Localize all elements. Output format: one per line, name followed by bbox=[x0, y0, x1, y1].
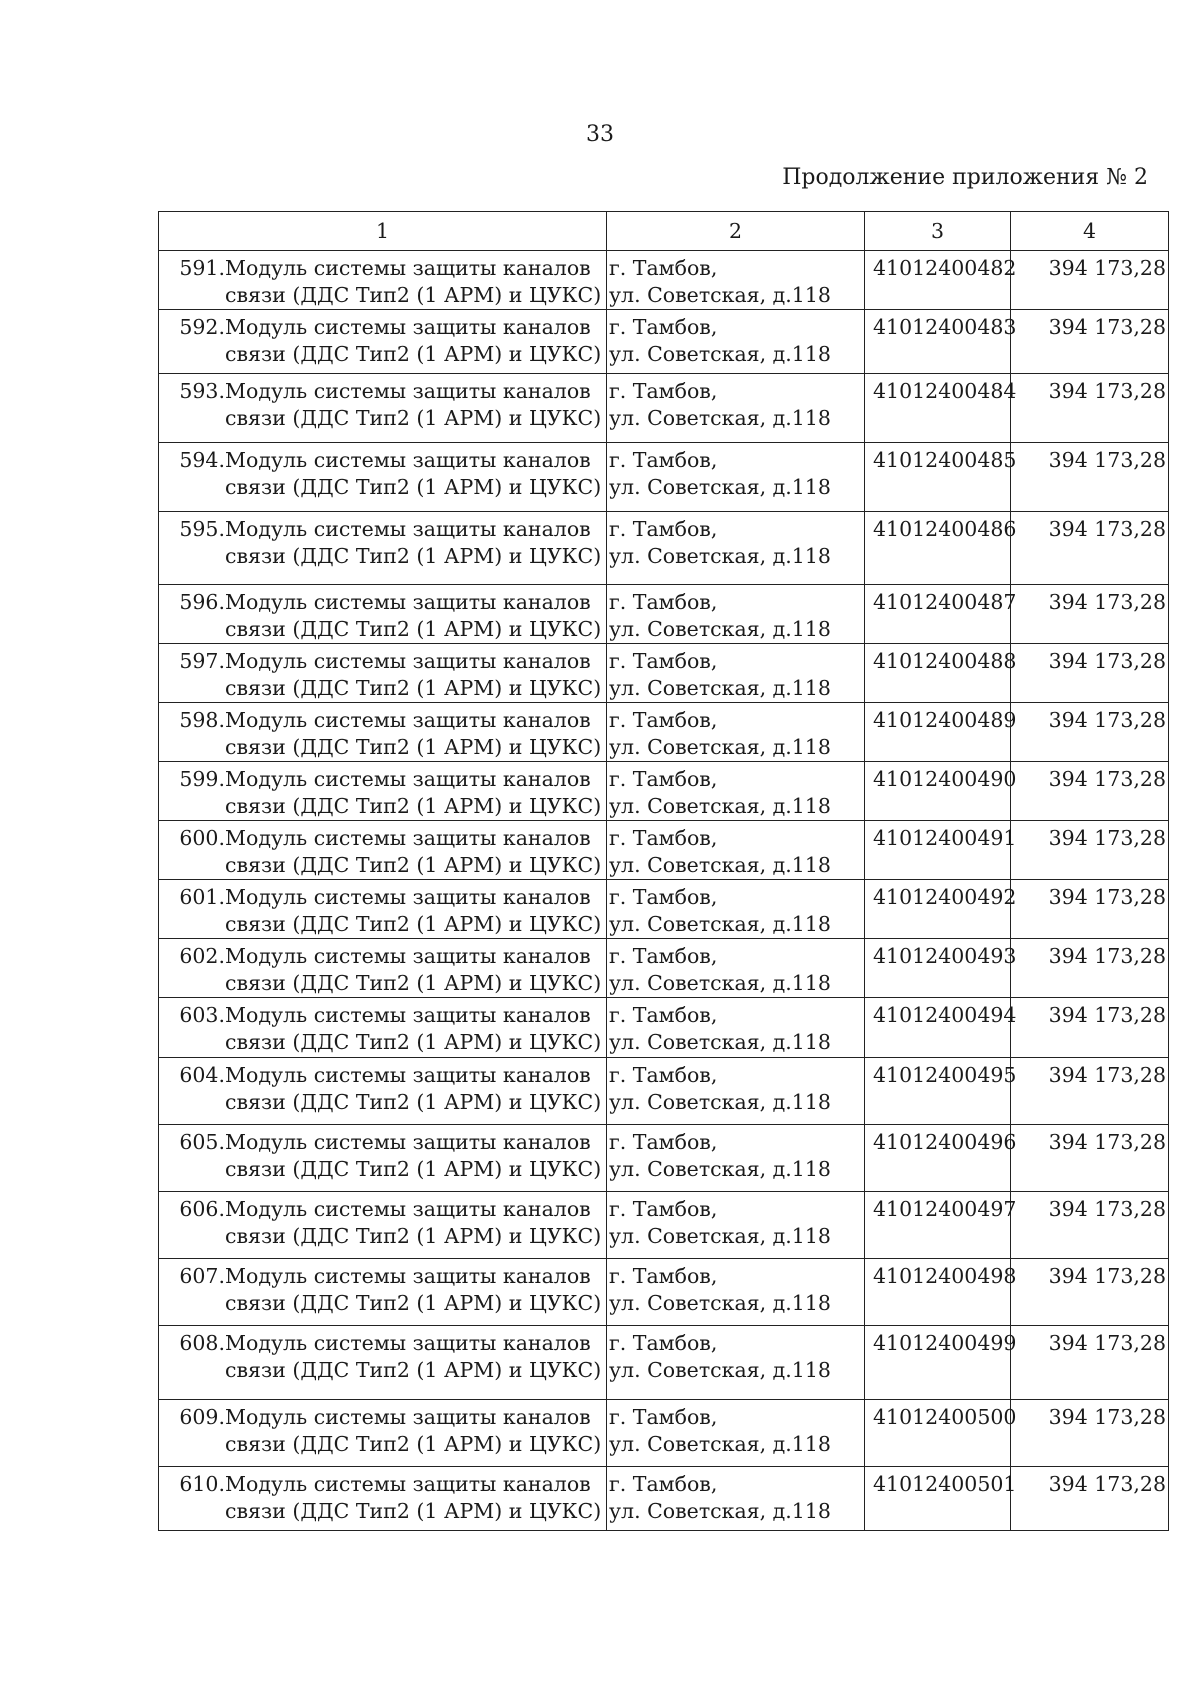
item-name: Модуль системы защиты каналов связи (ДДС Тип2 (1 АРМ) и ЦУКС) bbox=[225, 448, 602, 499]
address-cell bbox=[607, 1467, 865, 1531]
item-name: Модуль системы защиты каналов связи (ДДС Тип2 (1 АРМ) и ЦУКС) bbox=[225, 1130, 602, 1181]
address-city: г. Тамбов, bbox=[609, 590, 718, 614]
value-cell bbox=[1011, 251, 1169, 310]
item-value: 394 173,28 bbox=[1048, 1331, 1166, 1355]
inventory-code: 41012400487 bbox=[873, 590, 1017, 614]
inventory-code-cell bbox=[865, 998, 1017, 1058]
value-cell bbox=[1011, 998, 1169, 1058]
inventory-code: 41012400499 bbox=[873, 1331, 1017, 1355]
inventory-code-cell bbox=[865, 880, 1017, 939]
table-row bbox=[159, 644, 1169, 703]
item-number: 591. bbox=[179, 256, 225, 280]
address-street: ул. Советская, д.118 bbox=[609, 342, 831, 366]
inventory-code: 41012400483 bbox=[873, 315, 1017, 339]
property-table bbox=[158, 211, 1169, 1531]
item-number: 596. bbox=[179, 590, 225, 614]
item-number: 593. bbox=[179, 379, 225, 403]
inventory-code-cell bbox=[865, 443, 1017, 512]
address-city: г. Тамбов, bbox=[609, 1264, 718, 1288]
value-cell bbox=[1011, 374, 1169, 443]
address-cell bbox=[607, 443, 865, 512]
address-cell bbox=[607, 585, 865, 644]
address-city: г. Тамбов, bbox=[609, 1331, 718, 1355]
inventory-code: 41012400482 bbox=[873, 256, 1017, 280]
item-number: 597. bbox=[179, 649, 225, 673]
value-cell bbox=[1011, 512, 1169, 585]
item-name: Модуль системы защиты каналов связи (ДДС Тип2 (1 АРМ) и ЦУКС) bbox=[225, 315, 602, 366]
inventory-code-cell bbox=[865, 1259, 1017, 1326]
table-row bbox=[159, 1400, 1169, 1467]
value-cell bbox=[1011, 1192, 1169, 1259]
address-street: ул. Советская, д.118 bbox=[609, 1224, 831, 1248]
address-cell bbox=[607, 512, 865, 585]
address-city: г. Тамбов, bbox=[609, 944, 718, 968]
value-cell bbox=[1011, 1259, 1169, 1326]
inventory-code-cell bbox=[865, 310, 1017, 374]
value-cell bbox=[1011, 880, 1169, 939]
table-row bbox=[159, 880, 1169, 939]
item-cell bbox=[159, 585, 607, 644]
address-street: ул. Советская, д.118 bbox=[609, 735, 831, 759]
address-city: г. Тамбов, bbox=[609, 379, 718, 403]
item-name: Модуль системы защиты каналов связи (ДДС Тип2 (1 АРМ) и ЦУКС) bbox=[225, 649, 602, 700]
address-city: г. Тамбов, bbox=[609, 256, 718, 280]
value-cell bbox=[1011, 644, 1169, 703]
item-name: Модуль системы защиты каналов связи (ДДС Тип2 (1 АРМ) и ЦУКС) bbox=[225, 885, 602, 936]
item-number: 601. bbox=[179, 885, 225, 909]
item-name: Модуль системы защиты каналов связи (ДДС Тип2 (1 АРМ) и ЦУКС) bbox=[225, 379, 602, 430]
inventory-code-cell bbox=[865, 374, 1017, 443]
table-row bbox=[159, 374, 1169, 443]
address-street: ул. Советская, д.118 bbox=[609, 617, 831, 641]
item-name: Модуль системы защиты каналов связи (ДДС Тип2 (1 АРМ) и ЦУКС) bbox=[225, 590, 602, 641]
address-street: ул. Советская, д.118 bbox=[609, 676, 831, 700]
item-cell bbox=[159, 703, 607, 762]
inventory-code-cell bbox=[865, 512, 1017, 585]
item-value: 394 173,28 bbox=[1048, 448, 1166, 472]
item-name: Модуль системы защиты каналов связи (ДДС Тип2 (1 АРМ) и ЦУКС) bbox=[225, 517, 602, 568]
item-value: 394 173,28 bbox=[1048, 649, 1166, 673]
item-cell bbox=[159, 251, 607, 310]
inventory-code-cell bbox=[865, 644, 1017, 703]
header-row bbox=[159, 212, 1169, 251]
inventory-code-cell bbox=[865, 703, 1017, 762]
item-name: Модуль системы защиты каналов связи (ДДС Тип2 (1 АРМ) и ЦУКС) bbox=[225, 1472, 602, 1523]
address-street: ул. Советская, д.118 bbox=[609, 544, 831, 568]
item-value: 394 173,28 bbox=[1048, 590, 1166, 614]
address-street: ул. Советская, д.118 bbox=[609, 1291, 831, 1315]
address-cell bbox=[607, 251, 865, 310]
address-cell bbox=[607, 1058, 865, 1125]
item-value: 394 173,28 bbox=[1048, 1003, 1166, 1027]
item-number: 592. bbox=[179, 315, 225, 339]
table-body bbox=[159, 251, 1169, 1531]
item-number: 609. bbox=[179, 1405, 225, 1429]
item-number: 602. bbox=[179, 944, 225, 968]
item-number: 607. bbox=[179, 1264, 225, 1288]
table-row bbox=[159, 1326, 1169, 1400]
address-street: ул. Советская, д.118 bbox=[609, 1358, 831, 1382]
value-cell bbox=[1011, 1326, 1169, 1400]
item-cell bbox=[159, 1259, 607, 1326]
item-cell bbox=[159, 443, 607, 512]
inventory-code: 41012400498 bbox=[873, 1264, 1017, 1288]
item-value: 394 173,28 bbox=[1048, 826, 1166, 850]
address-street: ул. Советская, д.118 bbox=[609, 971, 831, 995]
item-number: 603. bbox=[179, 1003, 225, 1027]
value-cell bbox=[1011, 443, 1169, 512]
table-row bbox=[159, 1467, 1169, 1531]
address-street: ул. Советская, д.118 bbox=[609, 283, 831, 307]
address-city: г. Тамбов, bbox=[609, 1472, 718, 1496]
value-cell bbox=[1011, 1467, 1169, 1531]
address-street: ул. Советская, д.118 bbox=[609, 406, 831, 430]
page-number: 33 bbox=[586, 122, 614, 147]
item-number: 604. bbox=[179, 1063, 225, 1087]
item-cell bbox=[159, 1400, 607, 1467]
address-cell bbox=[607, 880, 865, 939]
item-value: 394 173,28 bbox=[1048, 315, 1166, 339]
item-value: 394 173,28 bbox=[1048, 517, 1166, 541]
item-name: Модуль системы защиты каналов связи (ДДС Тип2 (1 АРМ) и ЦУКС) bbox=[225, 767, 602, 818]
item-value: 394 173,28 bbox=[1048, 1472, 1166, 1496]
address-city: г. Тамбов, bbox=[609, 1197, 718, 1221]
table-row bbox=[159, 939, 1169, 998]
item-number: 595. bbox=[179, 517, 225, 541]
item-cell bbox=[159, 1192, 607, 1259]
inventory-code-cell bbox=[865, 762, 1017, 821]
address-city: г. Тамбов, bbox=[609, 885, 718, 909]
address-cell bbox=[607, 1192, 865, 1259]
inventory-code-cell bbox=[865, 585, 1017, 644]
item-cell bbox=[159, 512, 607, 585]
item-value: 394 173,28 bbox=[1048, 1063, 1166, 1087]
item-number: 600. bbox=[179, 826, 225, 850]
item-name: Модуль системы защиты каналов связи (ДДС Тип2 (1 АРМ) и ЦУКС) bbox=[225, 944, 602, 995]
inventory-code: 41012400494 bbox=[873, 1003, 1017, 1027]
inventory-code: 41012400500 bbox=[873, 1405, 1017, 1429]
item-name: Модуль системы защиты каналов связи (ДДС Тип2 (1 АРМ) и ЦУКС) bbox=[225, 826, 602, 877]
address-city: г. Тамбов, bbox=[609, 708, 718, 732]
inventory-code-cell bbox=[865, 1326, 1017, 1400]
item-value: 394 173,28 bbox=[1048, 708, 1166, 732]
value-cell bbox=[1011, 703, 1169, 762]
value-cell bbox=[1011, 762, 1169, 821]
address-cell bbox=[607, 1125, 865, 1192]
value-cell bbox=[1011, 939, 1169, 998]
inventory-code-cell bbox=[865, 821, 1017, 880]
inventory-code-cell bbox=[865, 939, 1017, 998]
column-header: 3 bbox=[865, 212, 1011, 251]
address-city: г. Тамбов, bbox=[609, 1063, 718, 1087]
address-street: ул. Советская, д.118 bbox=[609, 1157, 831, 1181]
inventory-code: 41012400501 bbox=[873, 1472, 1017, 1496]
item-name: Модуль системы защиты каналов связи (ДДС Тип2 (1 АРМ) и ЦУКС) bbox=[225, 1264, 602, 1315]
address-street: ул. Советская, д.118 bbox=[609, 1030, 831, 1054]
item-cell bbox=[159, 821, 607, 880]
table-row bbox=[159, 1192, 1169, 1259]
address-cell bbox=[607, 939, 865, 998]
column-header: 4 bbox=[1011, 212, 1169, 251]
value-cell bbox=[1011, 310, 1169, 374]
item-number: 606. bbox=[179, 1197, 225, 1221]
inventory-code: 41012400492 bbox=[873, 885, 1017, 909]
item-name: Модуль системы защиты каналов связи (ДДС Тип2 (1 АРМ) и ЦУКС) bbox=[225, 1405, 602, 1456]
item-value: 394 173,28 bbox=[1048, 379, 1166, 403]
item-cell bbox=[159, 374, 607, 443]
value-cell bbox=[1011, 1125, 1169, 1192]
item-name: Модуль системы защиты каналов связи (ДДС Тип2 (1 АРМ) и ЦУКС) bbox=[225, 1331, 602, 1382]
address-cell bbox=[607, 703, 865, 762]
address-street: ул. Советская, д.118 bbox=[609, 1499, 831, 1523]
address-street: ул. Советская, д.118 bbox=[609, 853, 831, 877]
item-name: Модуль системы защиты каналов связи (ДДС Тип2 (1 АРМ) и ЦУКС) bbox=[225, 1003, 602, 1054]
item-number: 608. bbox=[179, 1331, 225, 1355]
inventory-code-cell bbox=[865, 251, 1017, 310]
address-cell bbox=[607, 998, 865, 1058]
item-cell bbox=[159, 1467, 607, 1531]
inventory-code-cell bbox=[865, 1400, 1017, 1467]
item-name: Модуль системы защиты каналов связи (ДДС Тип2 (1 АРМ) и ЦУКС) bbox=[225, 708, 602, 759]
address-cell bbox=[607, 310, 865, 374]
item-value: 394 173,28 bbox=[1048, 1264, 1166, 1288]
column-header: 1 bbox=[159, 212, 607, 251]
address-cell bbox=[607, 1400, 865, 1467]
address-cell bbox=[607, 644, 865, 703]
item-cell bbox=[159, 880, 607, 939]
address-city: г. Тамбов, bbox=[609, 767, 718, 791]
item-value: 394 173,28 bbox=[1048, 767, 1166, 791]
item-name: Модуль системы защиты каналов связи (ДДС Тип2 (1 АРМ) и ЦУКС) bbox=[225, 256, 602, 307]
item-value: 394 173,28 bbox=[1048, 1130, 1166, 1154]
address-street: ул. Советская, д.118 bbox=[609, 912, 831, 936]
address-street: ул. Советская, д.118 bbox=[609, 475, 831, 499]
inventory-code: 41012400486 bbox=[873, 517, 1017, 541]
inventory-code: 41012400491 bbox=[873, 826, 1017, 850]
item-name: Модуль системы защиты каналов связи (ДДС Тип2 (1 АРМ) и ЦУКС) bbox=[225, 1197, 602, 1248]
table-row bbox=[159, 762, 1169, 821]
item-number: 594. bbox=[179, 448, 225, 472]
item-number: 605. bbox=[179, 1130, 225, 1154]
inventory-code-cell bbox=[865, 1058, 1017, 1125]
item-cell bbox=[159, 1058, 607, 1125]
inventory-code: 41012400495 bbox=[873, 1063, 1017, 1087]
address-street: ул. Советская, д.118 bbox=[609, 794, 831, 818]
address-street: ул. Советская, д.118 bbox=[609, 1090, 831, 1114]
item-cell bbox=[159, 762, 607, 821]
column-header: 2 bbox=[607, 212, 865, 251]
item-cell bbox=[159, 644, 607, 703]
table-row bbox=[159, 1125, 1169, 1192]
value-cell bbox=[1011, 821, 1169, 880]
value-cell bbox=[1011, 1058, 1169, 1125]
table-row bbox=[159, 1259, 1169, 1326]
inventory-code: 41012400489 bbox=[873, 708, 1017, 732]
address-street: ул. Советская, д.118 bbox=[609, 1432, 831, 1456]
inventory-code: 41012400497 bbox=[873, 1197, 1017, 1221]
address-cell bbox=[607, 1259, 865, 1326]
item-name: Модуль системы защиты каналов связи (ДДС Тип2 (1 АРМ) и ЦУКС) bbox=[225, 1063, 602, 1114]
table-row bbox=[159, 512, 1169, 585]
address-cell bbox=[607, 374, 865, 443]
table-row bbox=[159, 585, 1169, 644]
address-cell bbox=[607, 762, 865, 821]
address-city: г. Тамбов, bbox=[609, 826, 718, 850]
item-number: 599. bbox=[179, 767, 225, 791]
item-cell bbox=[159, 310, 607, 374]
address-city: г. Тамбов, bbox=[609, 517, 718, 541]
address-city: г. Тамбов, bbox=[609, 448, 718, 472]
item-cell bbox=[159, 1125, 607, 1192]
table-row bbox=[159, 443, 1169, 512]
item-number: 610. bbox=[179, 1472, 225, 1496]
address-city: г. Тамбов, bbox=[609, 1405, 718, 1429]
table-row bbox=[159, 998, 1169, 1058]
item-value: 394 173,28 bbox=[1048, 885, 1166, 909]
table-row bbox=[159, 1058, 1169, 1125]
table-row bbox=[159, 821, 1169, 880]
inventory-code-cell bbox=[865, 1192, 1017, 1259]
item-cell bbox=[159, 939, 607, 998]
item-cell bbox=[159, 1326, 607, 1400]
address-city: г. Тамбов, bbox=[609, 1003, 718, 1027]
address-city: г. Тамбов, bbox=[609, 315, 718, 339]
table-row bbox=[159, 310, 1169, 374]
continuation-heading: Продолжение приложения № 2 bbox=[782, 165, 1148, 190]
inventory-code: 41012400490 bbox=[873, 767, 1017, 791]
item-number: 598. bbox=[179, 708, 225, 732]
table-row bbox=[159, 703, 1169, 762]
address-cell bbox=[607, 1326, 865, 1400]
item-cell bbox=[159, 998, 607, 1058]
value-cell bbox=[1011, 585, 1169, 644]
address-city: г. Тамбов, bbox=[609, 1130, 718, 1154]
inventory-code-cell bbox=[865, 1467, 1017, 1531]
inventory-code: 41012400496 bbox=[873, 1130, 1017, 1154]
address-cell bbox=[607, 821, 865, 880]
inventory-code: 41012400488 bbox=[873, 649, 1017, 673]
inventory-code-cell bbox=[865, 1125, 1017, 1192]
item-value: 394 173,28 bbox=[1048, 1197, 1166, 1221]
table-row bbox=[159, 251, 1169, 310]
inventory-code: 41012400493 bbox=[873, 944, 1017, 968]
item-value: 394 173,28 bbox=[1048, 256, 1166, 280]
value-cell bbox=[1011, 1400, 1169, 1467]
address-city: г. Тамбов, bbox=[609, 649, 718, 673]
inventory-code: 41012400484 bbox=[873, 379, 1017, 403]
item-value: 394 173,28 bbox=[1048, 1405, 1166, 1429]
inventory-code: 41012400485 bbox=[873, 448, 1017, 472]
item-value: 394 173,28 bbox=[1048, 944, 1166, 968]
